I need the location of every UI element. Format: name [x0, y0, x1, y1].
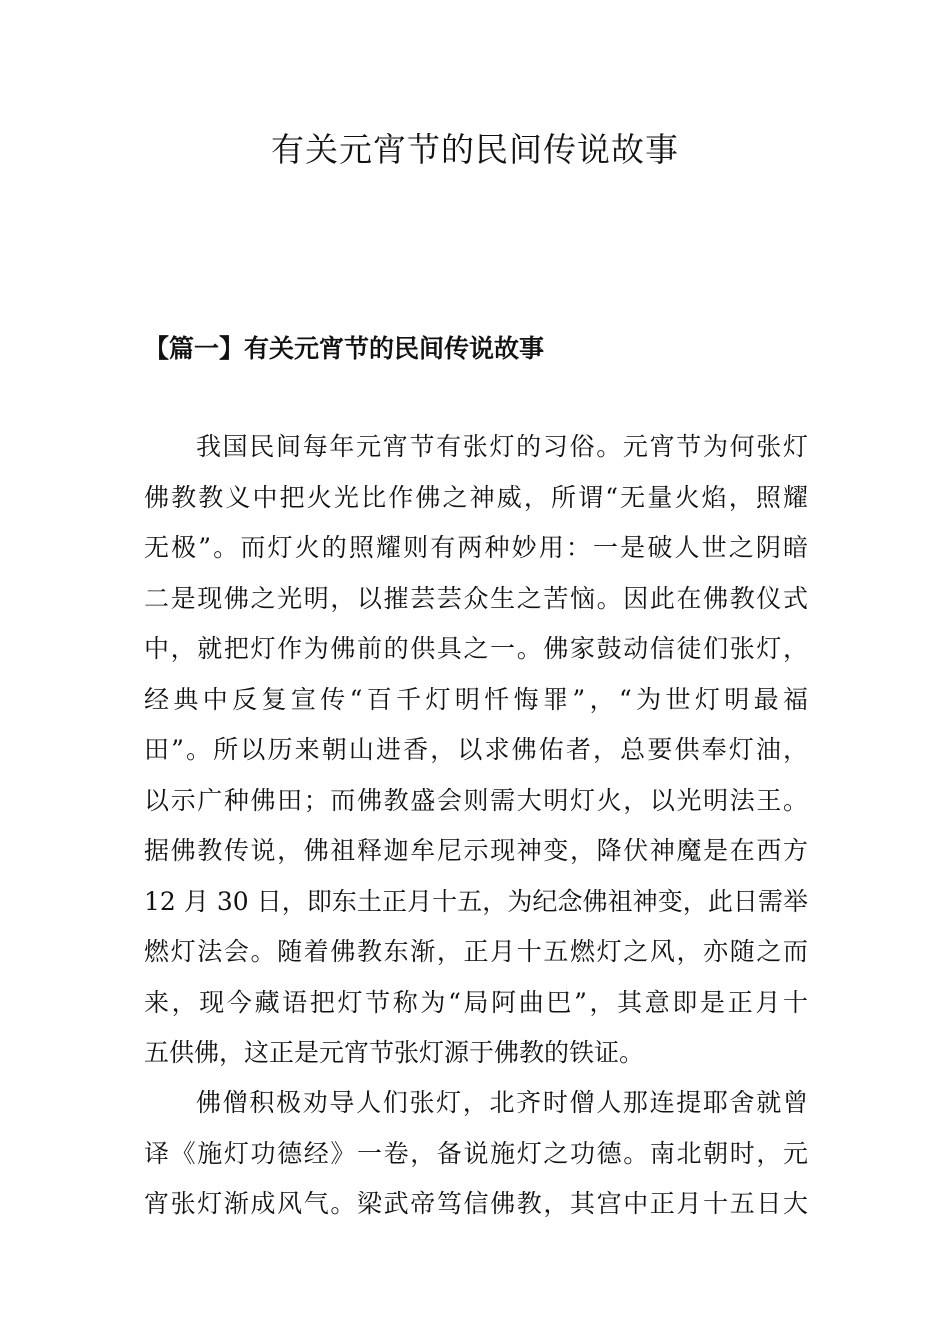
paragraph-line: 佛僧积极劝导人们张灯，北齐时僧人那连提耶舍就曾 [196, 1088, 808, 1117]
paragraph-line: 据佛教传说，佛祖释迦牟尼示现神变，降伏神魔是在西方 [144, 836, 808, 865]
paragraph-line: 佛教教义中把火光比作佛之神威，所谓“无量火焰，照耀 [144, 482, 808, 512]
paragraph-line: 宵张灯渐成风气。梁武帝笃信佛教，其宫中正月十五日大 [144, 1189, 808, 1218]
paragraph-line: 中，就把灯作为佛前的供具之一。佛家鼓动信徒们张灯， [144, 634, 808, 663]
paragraph-line: 12 月 30 日，即东土正月十五，为纪念佛祖神变，此日需举 [144, 886, 808, 916]
paragraph-line: 燃灯法会。随着佛教东渐，正月十五燃灯之风，亦随之而 [144, 937, 808, 966]
paragraph-line: 译《施灯功德经》一卷，备说施灯之功德。南北朝时，元 [144, 1138, 808, 1168]
paragraph-1 [144, 422, 808, 1079]
paragraph-line: 无极”。而灯火的照耀则有两种妙用：一是破人世之阴暗 [144, 533, 808, 562]
paragraph-line: 五供佛，这正是元宵节张灯源于佛教的铁证。 [144, 1038, 645, 1067]
document-title: 有关元宵节的民间传说故事 [271, 130, 679, 169]
paragraph-line: 经典中反复宣传“百千灯明忏悔罪”，“为世灯明最福 [144, 684, 808, 714]
paragraph-line: 以示广种佛田；而佛教盛会则需大明灯火，以光明法王。 [144, 785, 808, 815]
paragraph-line: 田”。所以历来朝山进香，以求佛佑者，总要供奉灯油， [144, 735, 808, 764]
section-heading: 【篇一】有关元宵节的民间传说故事 [144, 334, 545, 363]
paragraph-line: 二是现佛之光明，以摧芸芸众生之苦恼。因此在佛教仪式 [144, 583, 808, 613]
paragraph-line: 来，现今藏语把灯节称为“局阿曲巴”，其意即是正月十 [144, 987, 808, 1017]
paragraph-line: 我国民间每年元宵节有张灯的习俗。元宵节为何张灯 [196, 432, 808, 461]
paragraph-2 [144, 1078, 808, 1230]
